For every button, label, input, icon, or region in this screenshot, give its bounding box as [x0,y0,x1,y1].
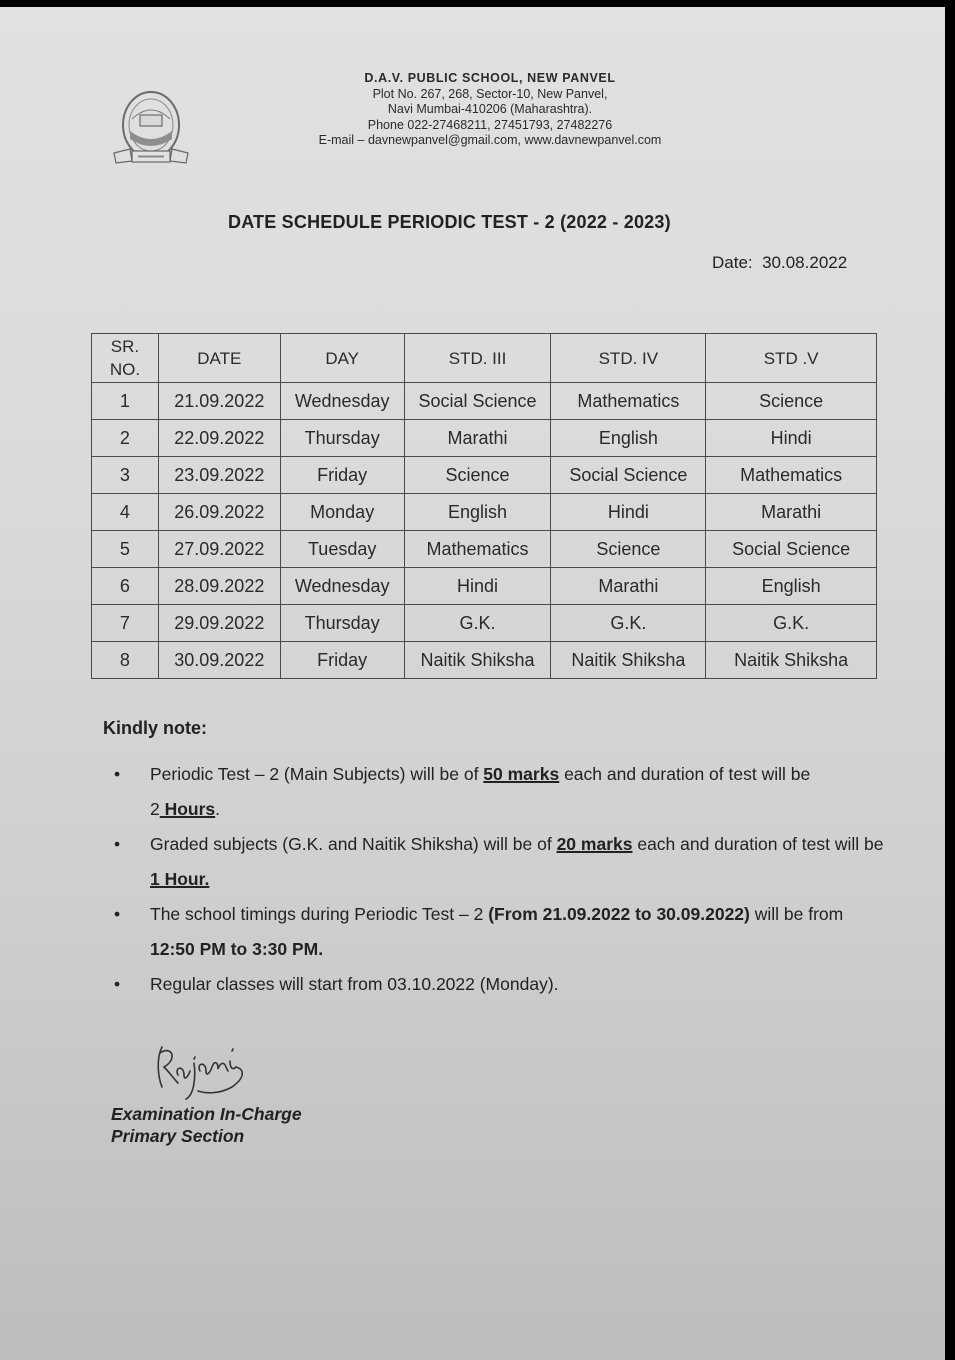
cell-std-iv: Hindi [551,494,706,531]
cell-std-iv: Mathematics [551,383,706,420]
marks-value: 50 marks [483,764,560,784]
school-timings: 12:50 PM to 3:30 PM. [150,939,324,959]
cell-std-iii: Science [404,457,551,494]
notes-list [114,757,884,1002]
cell-day: Monday [280,494,404,531]
cell-std-v: Naitik Shiksha [706,642,877,679]
address-line-1: Plot No. 267, 268, Sector-10, New Panvel, [372,86,608,101]
bullet-icon: • [114,904,121,924]
cell-date: 29.09.2022 [158,605,280,642]
table-row [92,383,877,420]
table-row [92,457,877,494]
signatory-section: Primary Section [111,1126,245,1146]
cell-sr: 3 [92,457,159,494]
cell-std-iii: Social Science [404,383,551,420]
address-line-2: Navi Mumbai-410206 (Maharashtra). [387,102,593,116]
marks-value: 20 marks [556,834,633,854]
cell-std-iv: G.K. [551,605,706,642]
school-emblem-icon [110,87,192,175]
cell-std-iii: Marathi [404,420,551,457]
table-row [92,642,877,679]
header-date: DATE [158,334,280,383]
note-item: • Regular classes will start from 03.10.2022 (Monday). [114,967,884,1002]
table-header-row [92,334,877,383]
signatory-block [111,1103,302,1147]
table-row [92,568,877,605]
cell-day: Friday [280,642,404,679]
cell-sr: 7 [92,605,159,642]
email-website: E-mail – davnewpanvel@gmail.com, www.davnewpanvel.com [318,133,662,147]
cell-std-iv: Marathi [551,568,706,605]
document-date [712,253,847,273]
cell-day: Thursday [280,605,404,642]
cell-sr: 1 [92,383,159,420]
document-title: DATE SCHEDULE PERIODIC TEST - 2 (2022 - 2023) [228,212,671,232]
cell-std-v: Mathematics [706,457,877,494]
cell-sr: 4 [92,494,159,531]
cell-std-iii: Naitik Shiksha [404,642,551,679]
cell-std-v: Science [706,383,877,420]
cell-std-v: G.K. [706,605,877,642]
cell-sr: 6 [92,568,159,605]
cell-std-v: Hindi [706,420,877,457]
cell-sr: 8 [92,642,159,679]
cell-std-iv: English [551,420,706,457]
note-item: • The school timings during Periodic Test – 2 (From 21.09.2022 to 30.09.2022) will be from 12:50 PM to 3:30 PM. [114,897,884,967]
cell-day: Thursday [280,420,404,457]
note-item: • Periodic Test – 2 (Main Subjects) will be of 50 marks each and duration of test will be 2 Hours. [114,757,884,827]
school-name: D.A.V. PUBLIC SCHOOL, NEW PANVEL [364,71,616,85]
cell-date: 21.09.2022 [158,383,280,420]
cell-day: Friday [280,457,404,494]
table-row [92,420,877,457]
cell-std-v: Marathi [706,494,877,531]
handwritten-signature [148,1037,258,1102]
header-sr-no: SR. NO. [92,334,159,383]
header-std-v: STD .V [706,334,877,383]
cell-date: 30.09.2022 [158,642,280,679]
cell-std-v: Social Science [706,531,877,568]
table-row [92,531,877,568]
bullet-icon: • [114,974,121,994]
cell-day: Wednesday [280,383,404,420]
cell-sr: 2 [92,420,159,457]
table-row [92,605,877,642]
note-item: • Graded subjects (G.K. and Naitik Shiksha) will be of 20 marks each and duration of test will be 1 Hour. [114,827,884,897]
bullet-icon: • [114,834,121,854]
date-label: Date: [712,253,753,272]
cell-date: 28.09.2022 [158,568,280,605]
cell-std-iv: Science [551,531,706,568]
cell-date: 27.09.2022 [158,531,280,568]
cell-std-iii: English [404,494,551,531]
cell-date: 23.09.2022 [158,457,280,494]
phone-numbers: Phone 022-27468211, 27451793, 27482276 [367,117,613,132]
letterhead [260,71,720,149]
header-std-iii: STD. III [404,334,551,383]
bullet-icon: • [114,764,121,784]
cell-std-iii: Hindi [404,568,551,605]
cell-sr: 5 [92,531,159,568]
signatory-title: Examination In-Charge [111,1104,302,1124]
cell-day: Wednesday [280,568,404,605]
cell-date: 22.09.2022 [158,420,280,457]
cell-std-iv: Social Science [551,457,706,494]
duration-value: Hours [159,799,216,819]
cell-std-iv: Naitik Shiksha [551,642,706,679]
date-value: 30.08.2022 [762,253,848,272]
test-period: (From 21.09.2022 to 30.09.2022) [488,904,750,924]
schedule-table [91,333,877,679]
cell-std-v: English [706,568,877,605]
duration-value: 1 Hour. [150,869,210,889]
header-day: DAY [280,334,404,383]
notes-heading: Kindly note: [103,718,207,738]
cell-day: Tuesday [280,531,404,568]
cell-std-iii: Mathematics [404,531,551,568]
header-std-iv: STD. IV [551,334,706,383]
cell-date: 26.09.2022 [158,494,280,531]
table-row [92,494,877,531]
cell-std-iii: G.K. [404,605,551,642]
document-page [0,7,945,1360]
